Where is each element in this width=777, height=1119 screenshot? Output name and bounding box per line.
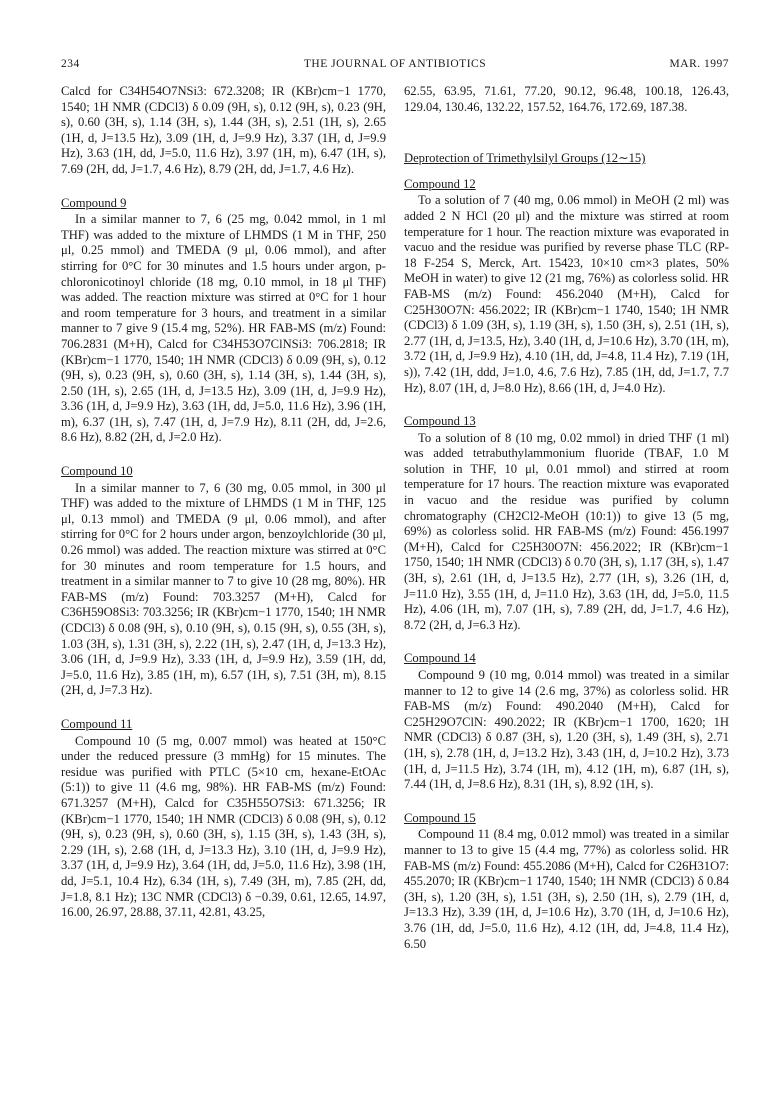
compound-13-section bbox=[404, 396, 729, 633]
compound-14-section bbox=[404, 633, 729, 792]
compound-11-text: Compound 10 (5 mg, 0.007 mmol) was heated at 150°C under the reduced pressure (3 mmHg) for 15 minutes. The residue was purified with PTLC (5×10 cm, hexane-EtOAc (5:1)) to give 11 (4.6 mg, 98%). HR FAB-MS (m/z) Found: 671.3257 (M+H), Calcd for C35H55O7Si3: 671.3256; IR (KBr)cm−1 1770, 1540; 1H NMR (CDCl3) δ 0.08 (9H, s), 0.12 (9H, s), 0.23 (9H, s), 0.60 (3H, s), 1.15 (3H, s), 1.43 (3H, s), 2.29 (1H, s), 2.68 (1H, d, J=13.3 Hz), 3.10 (1H, d, J=9.9 Hz), 3.37 (1H, d, J=9.9 Hz), 3.64 (1H, dd, J=5.0, 11.6 Hz), 3.98 (1H, dd, J=5.1, 10.4 Hz), 6.34 (1H, s), 7.49 (3H, m), 7.85 (2H, dd, J=1.8, 8.1 Hz); 13C NMR (CDCl3) δ −0.39, 0.61, 12.65, 14.97, 16.00, 26.97, 28.88, 37.11, 42.81, 43.25, bbox=[61, 733, 386, 920]
compound-15-text: Compound 11 (8.4 mg, 0.012 mmol) was treated in a similar manner to 13 to give 15 (4.4 mg, 77%) as colorless solid. HR FAB-MS (m/z) Found: 455.2086 (M+H), Calcd for C26H31O7: 455.2070; IR (KBr)cm−1 1740, 1540; 1H NMR (CDCl3) δ 0.84 (3H, s), 1.20 (3H, s), 1.51 (3H, s), 2.50 (1H, s), 2.79 (1H, d, J=13.3 Hz), 3.39 (1H, d, J=10.6 Hz), 3.70 (1H, d, J=10.6 Hz), 3.76 (1H, dd, J=5.0, 11.6 Hz), 4.12 (1H, dd, J=4.8, 11.4 Hz), 6.50 bbox=[404, 827, 729, 951]
page-number: 234 bbox=[61, 58, 80, 70]
compound-12-heading: Compound 12 bbox=[404, 176, 476, 191]
compound-12-text: To a solution of 7 (40 mg, 0.06 mmol) in MeOH (2 ml) was added 2 N HCl (20 μl) and the mixture was stirred at room temperature for 1 hour. The reaction mixture was evaporated in vacuo and the residue was purified by reverse phase TLC (RP-18 F-254 S, Merck, Art. 15423, 10×10 cm×3 plates, 50% MeOH in water) to give 12 (21 mg, 76%) as colorless solid. HR FAB-MS (m/z) Found: 456.2040 (M+H), Calcd for C25H30O7N: 456.2022; IR (KBr)cm−1 1740, 1540; 1H NMR (CDCl3) δ 1.09 (3H, s), 1.19 (3H, s), 1.50 (3H, s), 2.51 (1H, s), 2.77 (1H, d, J=13.5, Hz), 3.40 (1H, d, J=10.6 Hz), 3.70 (1H, m), 3.72 (1H, d, J=9.9 Hz), 4.10 (1H, dd, J=4.8, 11.4 Hz), 7.19 (1H, s)), 7.42 (1H, ddd, J=1.0, 4.6, 7.6 Hz), 7.85 (1H, dd, J=1.7, 7.7 Hz), 8.07 (1H, d, J=8.0 Hz), 8.66 (1H, d, J=4.0 Hz). bbox=[404, 193, 729, 395]
journal-title: THE JOURNAL OF ANTIBIOTICS bbox=[303, 58, 487, 70]
compound-10-section bbox=[61, 446, 386, 699]
running-header bbox=[61, 58, 729, 78]
compound-9-section bbox=[61, 178, 386, 447]
right-column bbox=[404, 84, 729, 952]
compound-15-heading: Compound 15 bbox=[404, 810, 476, 825]
issue-date: MAR. 1997 bbox=[669, 58, 729, 70]
compound-9-text: In a similar manner to 7, 6 (25 mg, 0.042 mmol, in 1 ml THF) was added to the mixture of LHMDS (1 M in THF, 250 μl, 0.25 mmol) and TMEDA (9 μl, 0.06 mmol), and after stirring for 0°C for 30 minutes and 1.5 hours under argon, p-chloronicotinoyl chloride (18 mg, 0.10 mmol, in 18 μl THF) was added. The reaction mixture was stirred at 0°C for 1 hour and room temperature for 3 hours, and treatment in a similar manner to 7 give 9 (15.4 mg, 52%). HR FAB-MS (m/z) Found: 706.2831 (M+H), Calcd for C34H53O7ClNSi3: 706.2818; IR (KBr)cm−1 1770, 1540; 1H NMR (CDCl3) δ 0.09 (9H, s), 0.12 (9H, s), 0.23 (9H, s), 0.60 (3H, s), 1.14 (3H, s), 1.44 (3H, s), 2.50 (1H, s), 2.65 (1H, d, J=13.5 Hz), 3.09 (1H, d, J=9.9 Hz), 3.36 (1H, d, J=9.9 Hz), 3.63 (1H, dd, J=5.0, 11.6 Hz), 3.96 (1H, m), 6.37 (1H, s), 7.47 (1H, d, J=7.9 Hz), 8.11 (2H, dd, J=2.6, 8.6 Hz), 8.82 (2H, d, J=2.0 Hz). bbox=[61, 212, 386, 445]
compound-10-heading: Compound 10 bbox=[61, 464, 133, 479]
paragraph-continued: Calcd for C34H54O7NSi3: 672.3208; IR (KBr)cm−1 1770, 1540; 1H NMR (CDCl3) δ 0.09 (9H, s), 0.12 (9H, s), 0.23 (9H, s), 0.60 (3H, s), 1.14 (3H, s), 1.44 (3H, s), 2.51 (1H, s), 2.65 (1H, d, J=13.5 Hz), 3.09 (1H, d, J=9.9 Hz), 3.37 (1H, d, J=9.9 Hz), 3.63 (1H, dd, J=5.0, 11.6 Hz), 3.97 (1H, m), 6.47 (1H, s), 7.69 (2H, dd, J=1.7, 4.6 Hz), 8.79 (2H, dd, J=1.7, 4.6 Hz). bbox=[61, 84, 386, 176]
compound-14-heading: Compound 14 bbox=[404, 651, 476, 666]
compound-13-text: To a solution of 8 (10 mg, 0.02 mmol) in dried THF (1 ml) was added tetrabuthylammonium fluoride (TBAF, 1.0 M solution in THF, 10 μl, 0.01 mmol) and stirred at room temperature for 17 hours. The reaction mixture was evaporated in vacuo and the residue was purified by column chromatography (CH2Cl2-MeOH (10:1)) to give 13 (5 mg, 69%) as colorless solid. HR FAB-MS (m/z) Found: 456.1997 (M+H), Calcd for C25H30O7N: 456.2022; IR (KBr)cm−1 1750, 1540; 1H NMR (CDCl3) δ 0.70 (3H, s), 1.17 (3H, s), 1.47 (3H, s), 2.61 (1H, d, J=13.5 Hz), 2.77 (1H, s), 3.26 (1H, d, J=11.0 Hz), 3.55 (1H, d, J=11.0 Hz), 3.63 (1H, dd, J=5.0, 11.5 Hz), 4.06 (1H, m), 7.07 (1H, s), 7.89 (2H, dd, J=1.7, 4.6 Hz), 8.72 (2H, d, J=6.3 Hz). bbox=[404, 430, 729, 632]
compound-12-section bbox=[404, 167, 729, 396]
left-column bbox=[61, 84, 386, 921]
compound-9-heading: Compound 9 bbox=[61, 195, 127, 210]
compound-11-heading: Compound 11 bbox=[61, 716, 133, 731]
compound-10-text: In a similar manner to 7, 6 (30 mg, 0.05 mmol, in 300 μl THF) was added to the mixture of LHMDS (1 M in THF, 125 μl, 0.13 mmol) and TMEDA (9 μl, 0.06 mmol), and after stirring for 0°C for 2 hours under argon, benzoylchloride (30 μl, 0.26 mmol) was added. The reaction mixture was stirred at 0°C for 30 minutes and room temperature for 1.5 hours, and treatment in a similar manner to 7 to give 10 (28 mg, 80%). HR FAB-MS (m/z) Found: 703.3257 (M+H), Calcd for C36H59O8Si3: 703.3256; IR (KBr)cm−1 1770, 1540; 1H NMR (CDCl3) δ 0.08 (9H, s), 0.10 (9H, s), 0.15 (9H, s), 0.55 (3H, s), 1.03 (3H, s), 1.31 (3H, s), 2.22 (1H, s), 2.47 (1H, d, J=13.3 Hz), 3.06 (1H, d, J=9.9 Hz), 3.33 (1H, d, J=9.9 Hz), 3.59 (1H, dd, J=5.0, 11.6 Hz), 3.85 (1H, m), 6.57 (1H, s), 7.51 (3H, m), 8.15 (2H, d, J=7.3 Hz). bbox=[61, 480, 386, 698]
paragraph-continued-13c: 62.55, 63.95, 71.61, 77.20, 90.12, 96.48, 100.18, 126.43, 129.04, 130.46, 132.22, 157.52, 164.76, 172.69, 187.38. bbox=[404, 84, 729, 114]
compound-11-section bbox=[61, 699, 386, 921]
compound-15-section bbox=[404, 793, 729, 952]
compound-13-heading: Compound 13 bbox=[404, 414, 476, 429]
deprotection-section-heading: Deprotection of Trimethylsilyl Groups (12∼15) bbox=[404, 151, 646, 166]
compound-14-text: Compound 9 (10 mg, 0.014 mmol) was treated in a similar manner to 12 to give 14 (2.6 mg, 37%) as colorless solid. HR FAB-MS (m/z) Found: 490.2040 (M+H), Calcd for C25H29O7ClN: 490.2022; IR (KBr)cm−1 1700, 1620; 1H NMR (CDCl3) δ 0.87 (3H, s), 1.20 (3H, s), 1.49 (3H, s), 2.71 (1H, s), 2.78 (1H, d, J=13.2 Hz), 3.43 (1H, d, J=10.2 Hz), 3.73 (1H, d, J=11.5 Hz), 3.74 (1H, m), 4.12 (1H, m), 6.87 (1H, s), 7.44 (1H, d, J=8.6 Hz), 8.31 (1H, s), 8.92 (1H, s). bbox=[404, 668, 729, 792]
